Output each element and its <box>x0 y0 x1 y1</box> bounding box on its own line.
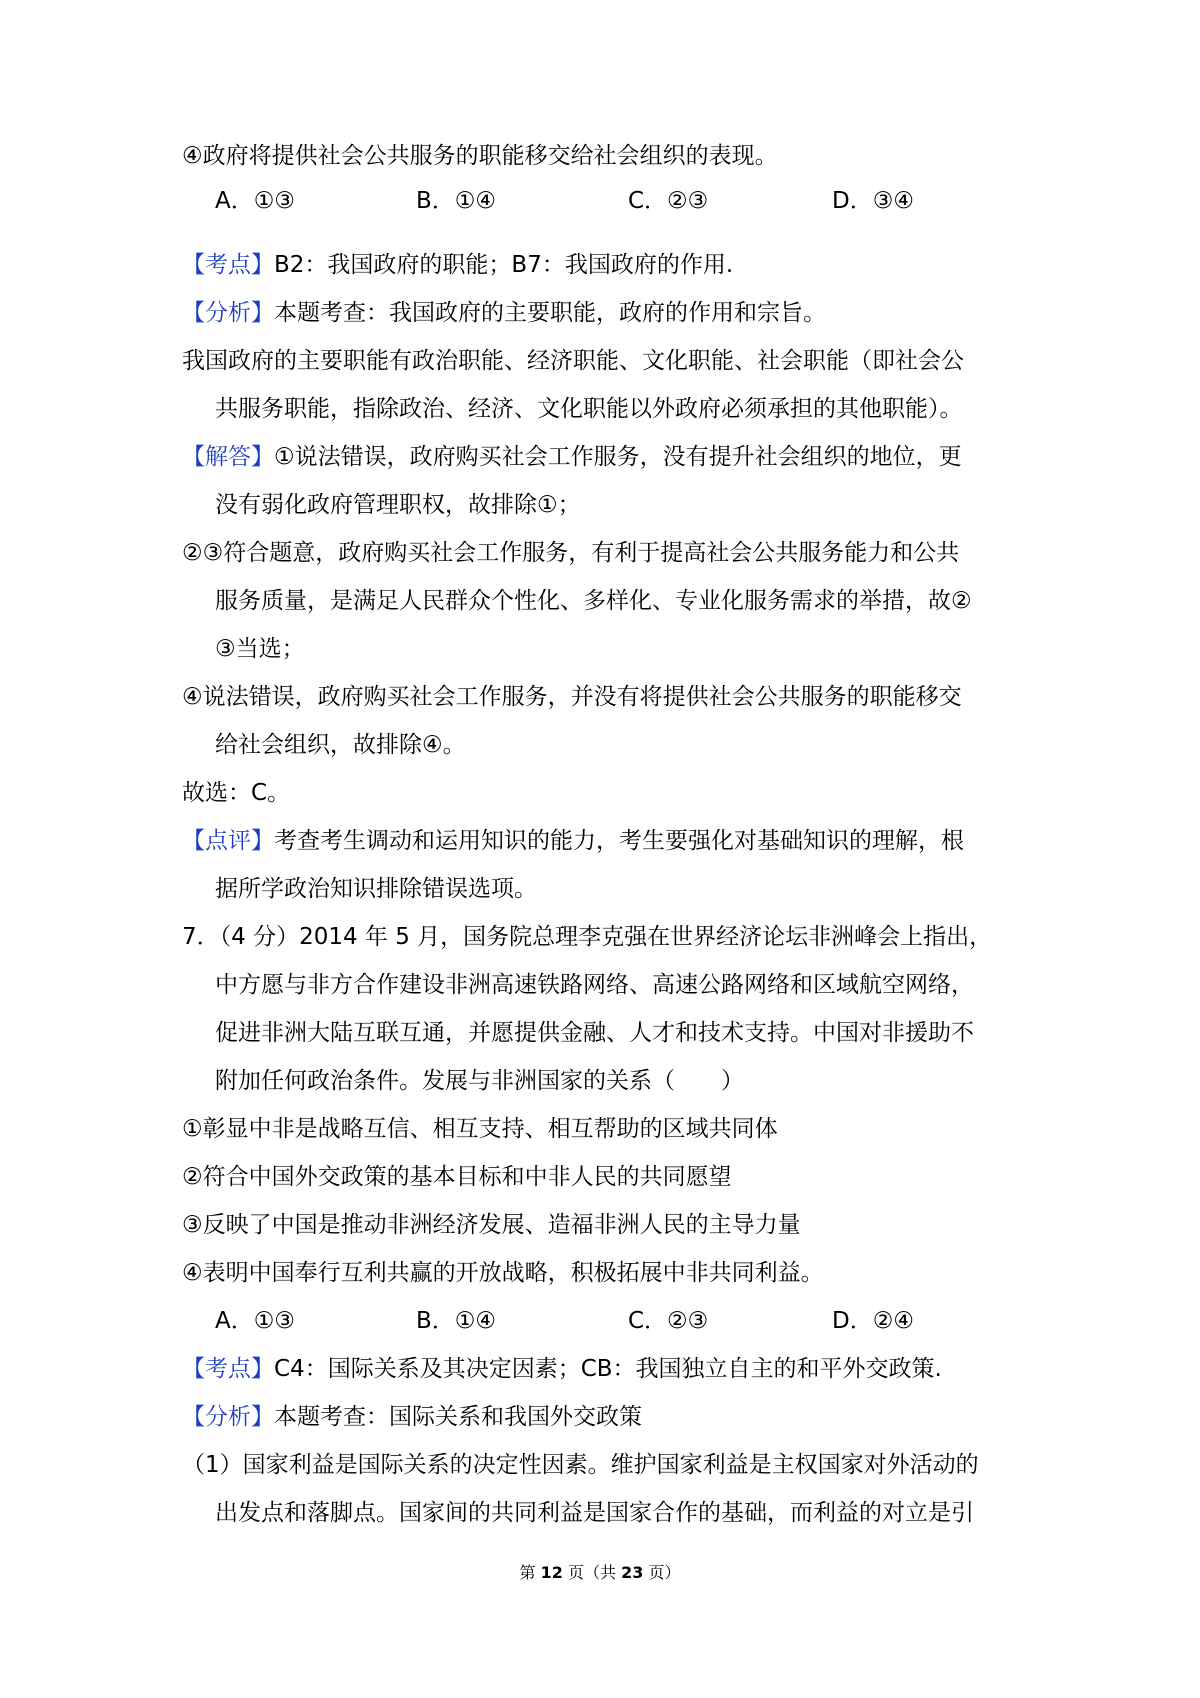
q6-dianping <box>182 826 964 856</box>
dianping-text: 考查考生调动和运用知识的能力，考生要强化对基础知识的理解，根 <box>274 828 964 854</box>
q6-option-4: ④政府将提供社会公共服务的职能移交给社会组织的表现。 <box>182 143 778 169</box>
q6-choice-a: A．①③ <box>215 188 295 214</box>
kaodian-text: C4：国际关系及其决定因素；CB：我国独立自主的和平外交政策. <box>274 1356 942 1382</box>
footer-prefix: 第 <box>519 1563 536 1582</box>
q6-dianping-line-2: 据所学政治知识排除错误选项。 <box>215 876 537 902</box>
q7-choice-a: A．①③ <box>215 1308 295 1334</box>
q7-fenxi <box>182 1402 642 1432</box>
q7-fenxi-body-2: 出发点和落脚点。国家间的共同利益是国家合作的基础，而利益的对立是引 <box>215 1500 974 1526</box>
jieda-tag: 【解答】 <box>182 444 274 470</box>
q6-jieda-line-2: 没有弱化政府管理职权，故排除①； <box>215 492 581 518</box>
q6-jieda-line-4: 服务质量，是满足人民群众个性化、多样化、专业化服务需求的举措，故② <box>215 588 972 614</box>
q6-choice-b: B．①④ <box>416 188 497 214</box>
fenxi-text: 本题考查：国际关系和我国外交政策 <box>274 1404 642 1430</box>
footer-total-pages: 23 <box>621 1563 644 1582</box>
q6-jieda <box>182 442 962 472</box>
q7-choice-b: B．①④ <box>416 1308 497 1334</box>
fenxi-text: 本题考查：我国政府的主要职能，政府的作用和宗旨。 <box>274 300 826 326</box>
q6-answer: 故选：C。 <box>182 780 291 806</box>
kaodian-text: B2：我国政府的职能；B7：我国政府的作用. <box>274 252 734 278</box>
q7-stem-2: 中方愿与非方合作建设非洲高速铁路网络、高速公路网络和区域航空网络， <box>215 972 974 998</box>
kaodian-tag: 【考点】 <box>182 252 274 278</box>
q6-fenxi <box>182 298 826 328</box>
q7-option-3: ③反映了中国是推动非洲经济发展、造福非洲人民的主导力量 <box>182 1212 801 1238</box>
q7-kaodian <box>182 1354 942 1384</box>
q6-kaodian <box>182 250 733 280</box>
q6-choice-c: C．②③ <box>628 188 709 214</box>
q6-jieda-line-6: ④说法错误，政府购买社会工作服务，并没有将提供社会公共服务的职能移交 <box>182 684 962 710</box>
jieda-text: ①说法错误，政府购买社会工作服务，没有提升社会组织的地位，更 <box>274 444 962 470</box>
dianping-tag: 【点评】 <box>182 828 274 854</box>
q7-fenxi-body-1: （1）国家利益是国际关系的决定性因素。维护国家利益是主权国家对外活动的 <box>182 1452 979 1478</box>
q6-choice-d: D．③④ <box>832 188 914 214</box>
footer-mid: 页（共 <box>567 1563 616 1582</box>
kaodian-tag: 【考点】 <box>182 1356 274 1382</box>
footer-page-number: 12 <box>540 1563 563 1582</box>
q7-stem-3: 促进非洲大陆互联互通，并愿提供金融、人才和技术支持。中国对非援助不 <box>215 1020 974 1046</box>
q7-option-1: ①彰显中非是战略互信、相互支持、相互帮助的区域共同体 <box>182 1116 778 1142</box>
q7-option-4: ④表明中国奉行互利共赢的开放战略，积极拓展中非共同利益。 <box>182 1260 824 1286</box>
q7-choice-d: D．②④ <box>832 1308 914 1334</box>
fenxi-tag: 【分析】 <box>182 1404 274 1430</box>
q6-jieda-line-5: ③当选； <box>215 636 305 662</box>
q6-jieda-line-7: 给社会组织，故排除④。 <box>215 732 466 758</box>
q7-stem-4: 附加任何政治条件。发展与非洲国家的关系（ ） <box>215 1068 744 1094</box>
q6-fenxi-body-1: 我国政府的主要职能有政治职能、经济职能、文化职能、社会职能（即社会公 <box>182 348 964 374</box>
footer-suffix: 页） <box>648 1563 681 1582</box>
page-footer <box>0 1562 1200 1584</box>
q6-jieda-line-3: ②③符合题意，政府购买社会工作服务，有利于提高社会公共服务能力和公共 <box>182 540 960 566</box>
q7-choice-c: C．②③ <box>628 1308 709 1334</box>
fenxi-tag: 【分析】 <box>182 300 274 326</box>
q7-option-2: ②符合中国外交政策的基本目标和中非人民的共同愿望 <box>182 1164 732 1190</box>
q7-stem-1: 7．（4 分）2014 年 5 月，国务院总理李克强在世界经济论坛非洲峰会上指出， <box>182 924 993 950</box>
q6-fenxi-body-2: 共服务职能，指除政治、经济、文化职能以外政府必须承担的其他职能）。 <box>215 396 963 422</box>
